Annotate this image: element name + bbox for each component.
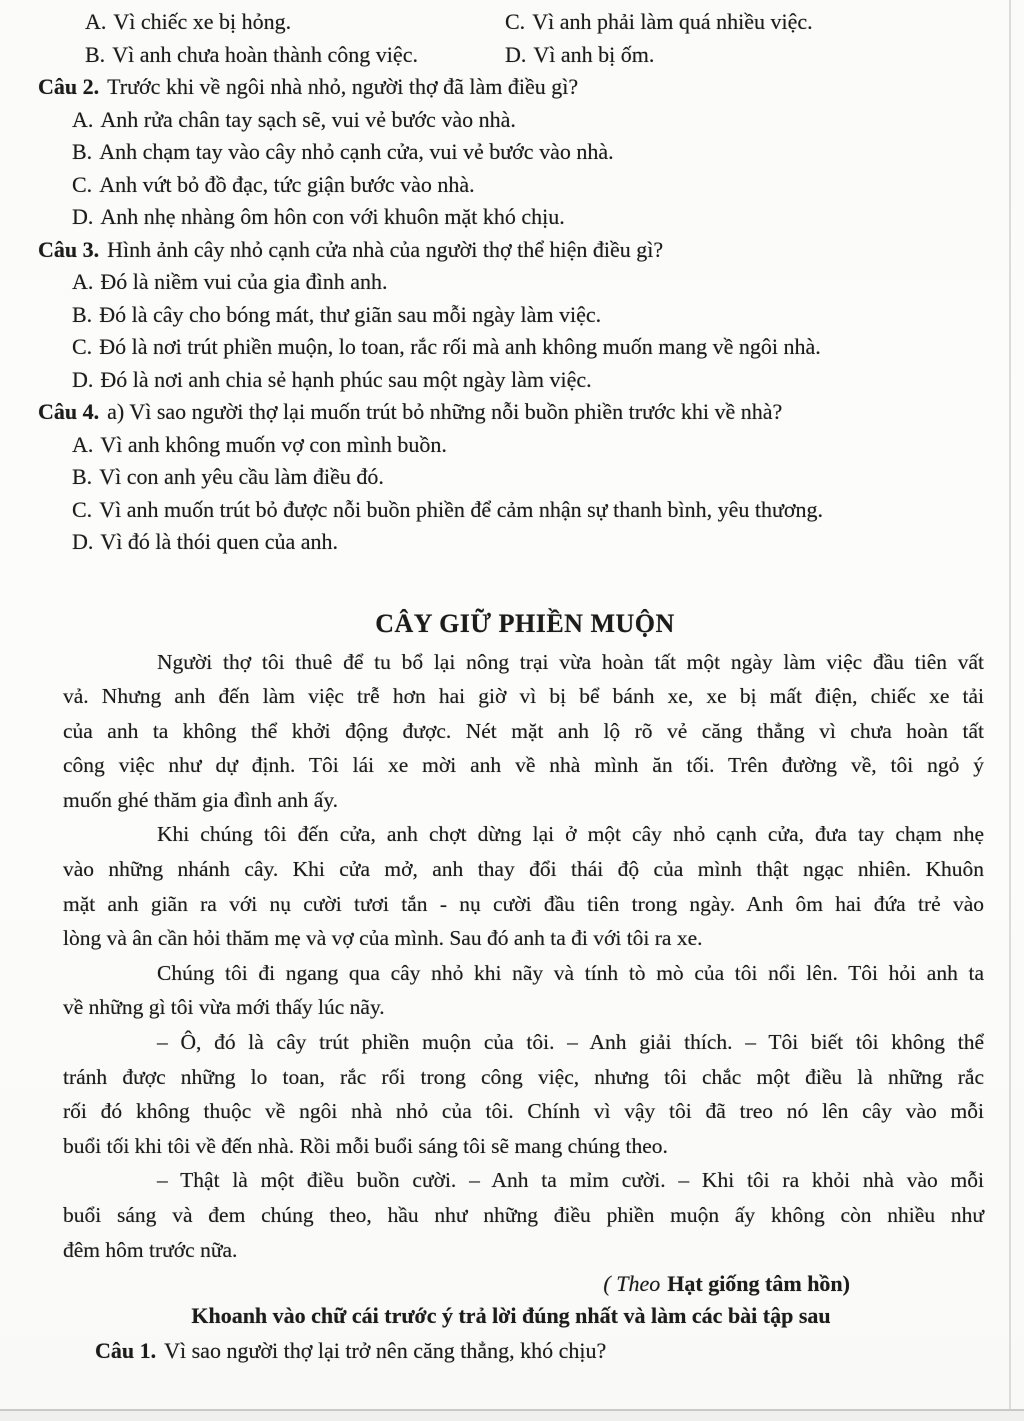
answer-option (38, 104, 984, 137)
carryover-options (38, 6, 984, 71)
question-text: Trước khi về ngôi nhà nhỏ, người thợ đã làm điều gì? (107, 74, 579, 99)
option-label: B. (72, 464, 93, 489)
passage-line: muốn ghé thăm gia đình anh ấy. (63, 787, 339, 812)
option-text: Anh vứt bỏ đồ đạc, tức giận bước vào nhà. (99, 171, 475, 197)
option-text: Đó là niềm vui của gia đình anh. (100, 269, 388, 294)
answer-option (38, 331, 984, 364)
instruction-line: Khoanh vào chữ cái trước ý trả lời đúng nhất và làm các bài tập sau (191, 1303, 831, 1329)
passage-line: Khi chúng tôi đến cửa, anh chợt dừng lại ở một cây nhỏ cạnh cửa, đưa tay chạm nhẹ (157, 822, 984, 847)
option-label: D. (505, 41, 527, 67)
question-2 (38, 71, 984, 104)
question-number: Câu 4. (38, 399, 100, 424)
passage-line: buổi tối khi tôi về đến nhà. Rồi mỗi buổi sáng tôi sẽ mang chúng theo. (63, 1133, 668, 1158)
answer-option (38, 526, 984, 559)
question-1 (38, 1334, 984, 1367)
option-label: D. (72, 366, 94, 392)
option-text: Vì anh không muốn vợ con mình buồn. (100, 431, 447, 457)
passage-title: CÂY GIỮ PHIỀN MUỘN (375, 608, 675, 638)
passage-line: mặt anh giãn ra với nụ cười tươi tắn - nụ cười đầu tiên trong ngày. Anh ôm hai đứa trẻ vào (63, 891, 984, 916)
attribution-source: Hạt giống tâm hồn) (667, 1271, 850, 1297)
passage-line: Chúng tôi đi ngang qua cây nhỏ khi nãy và tính tò mò của tôi nổi lên. Tôi hỏi anh ta (157, 960, 984, 985)
passage-line: – Ô, đó là cây trút phiền muộn của tôi. – Anh giải thích. – Tôi biết tôi không thể (157, 1030, 984, 1055)
option-label: A. (85, 9, 107, 34)
question-3 (38, 234, 984, 267)
answer-option (505, 6, 984, 39)
option-label: B. (85, 41, 106, 67)
answer-option (38, 266, 984, 299)
passage-line: tránh được những lo toan, rắc rối trong công việc, nhưng tôi chắc một điều là những rắc (63, 1064, 984, 1089)
option-text: Vì đó là thói quen của anh. (100, 529, 339, 554)
answer-option (38, 201, 984, 234)
answer-option (38, 429, 984, 462)
passage-line: đêm hôm trước nữa. (63, 1237, 238, 1262)
option-label: D. (72, 204, 94, 229)
page-edge-right (1009, 0, 1011, 1411)
passage-line: Người thợ tôi thuê để tu bổ lại nông trại vừa hoàn tất một ngày làm việc đầu tiên vất (157, 649, 984, 674)
passage-body (63, 645, 984, 1268)
option-label: C. (505, 9, 526, 34)
answer-option (85, 6, 505, 39)
answer-option (505, 39, 984, 72)
question-number: Câu 2. (38, 74, 100, 99)
option-label: D. (72, 529, 94, 554)
passage-line: rối đó không thuộc về ngôi nhà nhỏ của tôi. Chính vì vậy tôi đã treo nó lên cây vào mỗi (63, 1099, 984, 1124)
option-text: Vì con anh yêu cầu làm điều đó. (99, 464, 384, 489)
question-4 (38, 396, 984, 429)
answer-option (38, 364, 984, 397)
option-label: C. (72, 171, 93, 197)
option-label: A. (72, 431, 94, 457)
passage-line: của anh ta không thể khởi động được. Nét mặt anh lộ rõ vẻ căng thẳng vì chưa hoàn tất (63, 718, 984, 743)
option-text: Đó là nơi anh chia sẻ hạnh phúc sau một ngày làm việc. (100, 366, 592, 392)
option-text: Đó là nơi trút phiền muộn, lo toan, rắc rối mà anh không muốn mang về ngôi nhà. (99, 334, 821, 359)
option-label: C. (72, 334, 93, 359)
passage-line: công việc như dự định. Tôi lái xe mời anh về nhà mình ăn tối. Trên đường về, tôi ngỏ ý (63, 753, 984, 778)
option-text: Vì anh muốn trút bỏ được nỗi buồn phiền để cảm nhận sự thanh bình, yêu thương. (99, 496, 824, 522)
question-text: Vì sao người thợ lại trở nên căng thẳng, khó chịu? (164, 1338, 607, 1364)
passage-line: vào những nhánh cây. Khi cửa mở, anh thay đổi thái độ của mình thật ngạc nhiên. Khuôn (63, 857, 984, 882)
option-text: Vì anh chưa hoàn thành công việc. (112, 41, 418, 67)
passage-line: về những gì tôi vừa mới thấy lúc nãy. (63, 995, 385, 1020)
passage-line: buổi sáng và đem chúng theo, hầu như những điều phiền muộn ấy không còn nhiều như (63, 1203, 984, 1227)
answer-option (38, 461, 984, 494)
option-label: B. (72, 139, 93, 164)
option-text: Anh chạm tay vào cây nhỏ cạnh cửa, vui vẻ bước vào nhà. (99, 139, 614, 164)
question-number: Câu 1. (95, 1338, 157, 1364)
passage-attribution (38, 1268, 984, 1299)
question-number: Câu 3. (38, 236, 100, 262)
option-label: C. (72, 496, 93, 522)
option-text: Vì anh bị ốm. (533, 41, 655, 67)
answer-option (38, 494, 984, 527)
option-text: Vì anh phải làm quá nhiều việc. (532, 9, 813, 34)
answer-option (38, 136, 984, 169)
option-text: Vì chiếc xe bị hỏng. (113, 9, 292, 34)
page-below-strip (0, 1411, 1024, 1421)
option-label: A. (72, 106, 94, 132)
question-text: a) Vì sao người thợ lại muốn trút bỏ những nỗi buồn phiền trước khi về nhà? (107, 399, 783, 424)
passage-line: – Thật là một điều buồn cười. – Anh ta mỉm cười. – Khi tôi ra khỏi nhà vào mỗi (157, 1168, 984, 1193)
answer-option (85, 39, 505, 72)
answer-option (38, 169, 984, 202)
passage-line: lòng và ân cần hỏi thăm mẹ và vợ của mình. Sau đó anh ta đi với tôi ra xe. (63, 926, 703, 951)
attribution-prefix: ( Theo (603, 1271, 661, 1297)
option-text: Anh nhẹ nhàng ôm hôn con với khuôn mặt khó chịu. (100, 204, 565, 229)
answer-option (38, 299, 984, 332)
option-text: Đó là cây cho bóng mát, thư giãn sau mỗi ngày làm việc. (99, 301, 602, 327)
option-label: A. (72, 269, 94, 294)
option-text: Anh rửa chân tay sạch sẽ, vui vẻ bước vào nhà. (100, 106, 516, 132)
question-text: Hình ảnh cây nhỏ cạnh cửa nhà của người thợ thể hiện điều gì? (107, 236, 664, 262)
passage-line: vả. Nhưng anh đến làm việc trễ hơn hai giờ vì bị bể bánh xe, xe bị mất điện, chiếc xe tải (63, 684, 984, 709)
option-label: B. (72, 301, 93, 327)
